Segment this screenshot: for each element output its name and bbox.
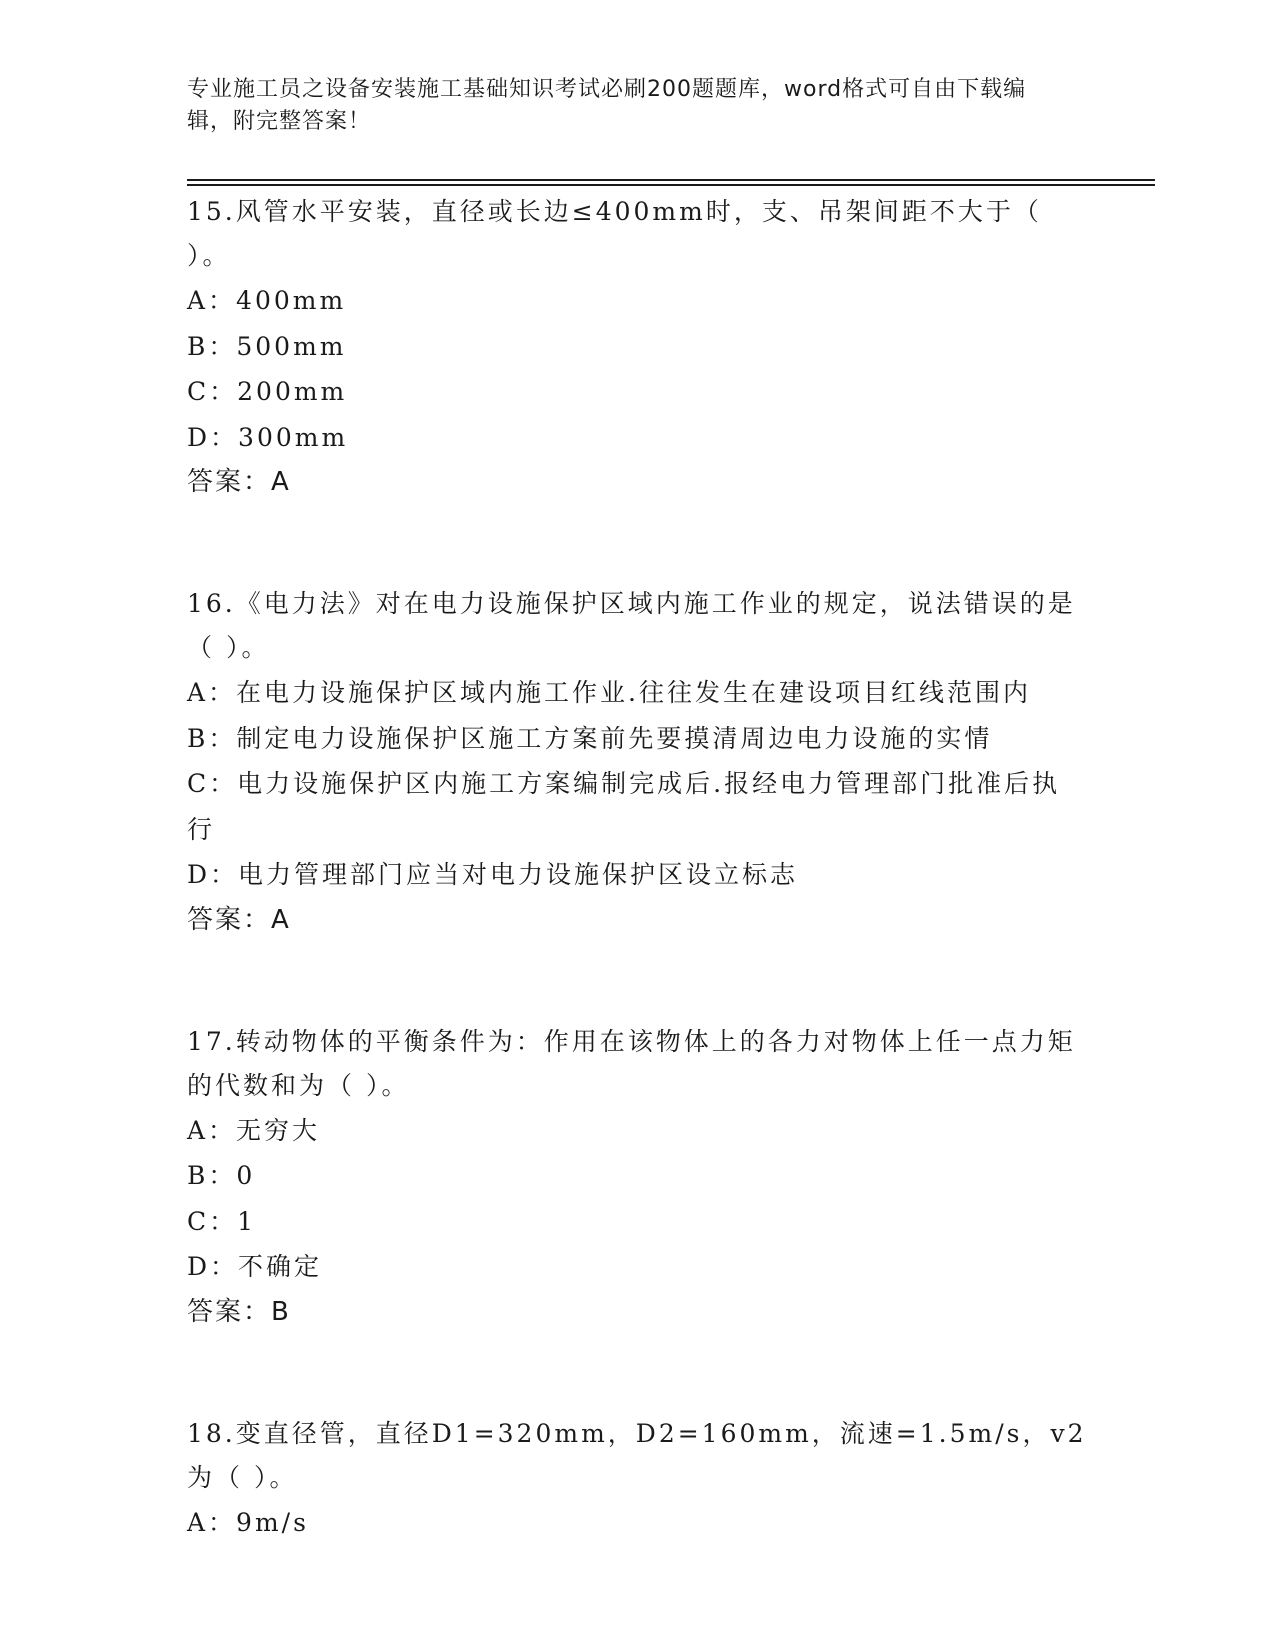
- document-header: 专业施工员之设备安装施工基础知识考试必刷200题题库，word格式可自由下载编辑，附完整答案！: [187, 77, 1027, 134]
- option-c: C：1: [187, 1206, 257, 1236]
- option-d: D：电力管理部门应当对电力设施保护区设立标志: [187, 860, 799, 889]
- question-text: 18.变直径管，直径D1=320mm，D2=160mm，流速=1.5m/s，v2为（ ）。: [187, 1418, 1087, 1492]
- option-d: D：300mm: [187, 422, 349, 452]
- option-c: C：200mm: [187, 377, 348, 406]
- option-b: B：0: [187, 1161, 256, 1190]
- option-a: A：9m/s: [187, 1507, 309, 1537]
- option-c: C：电力设施保护区内施工方案编制完成后.报经电力管理部门批准后执行: [187, 769, 1061, 844]
- header-divider-bottom: [187, 184, 1155, 186]
- option-a: A：无穷大: [187, 1115, 321, 1145]
- question-15: [187, 190, 1087, 504]
- answer-label: 答案：B: [187, 1296, 291, 1327]
- answer-label: 答案：A: [187, 904, 291, 935]
- question-spacer: [187, 942, 1087, 1020]
- question-18: [187, 1412, 1087, 1546]
- question-text: 17.转动物体的平衡条件为：作用在该物体上的各力对物体上任一点力矩的代数和为（ ）。: [187, 1026, 1076, 1100]
- question-text: 15.风管水平安装，直径或长边≤400mm时，支、吊架间距不大于（ ）。: [187, 197, 1042, 270]
- answer-label: 答案：A: [187, 467, 291, 497]
- header-divider-top: [187, 179, 1155, 181]
- question-16: [187, 582, 1087, 942]
- question-17: [187, 1020, 1087, 1334]
- option-b: B：制定电力设施保护区施工方案前先要摸清周边电力设施的实情: [187, 723, 993, 753]
- question-list: [187, 190, 1087, 1545]
- option-b: B：500mm: [187, 331, 347, 361]
- question-text: 16.《电力法》对在电力设施保护区域内施工作业的规定，说法错误的是（ ）。: [187, 589, 1076, 662]
- option-a: A：在电力设施保护区域内施工作业.往往发生在建设项目红线范围内: [187, 678, 1032, 707]
- question-spacer: [187, 504, 1087, 582]
- question-spacer: [187, 1334, 1087, 1412]
- option-a: A：400mm: [187, 286, 347, 315]
- option-d: D：不确定: [187, 1252, 323, 1281]
